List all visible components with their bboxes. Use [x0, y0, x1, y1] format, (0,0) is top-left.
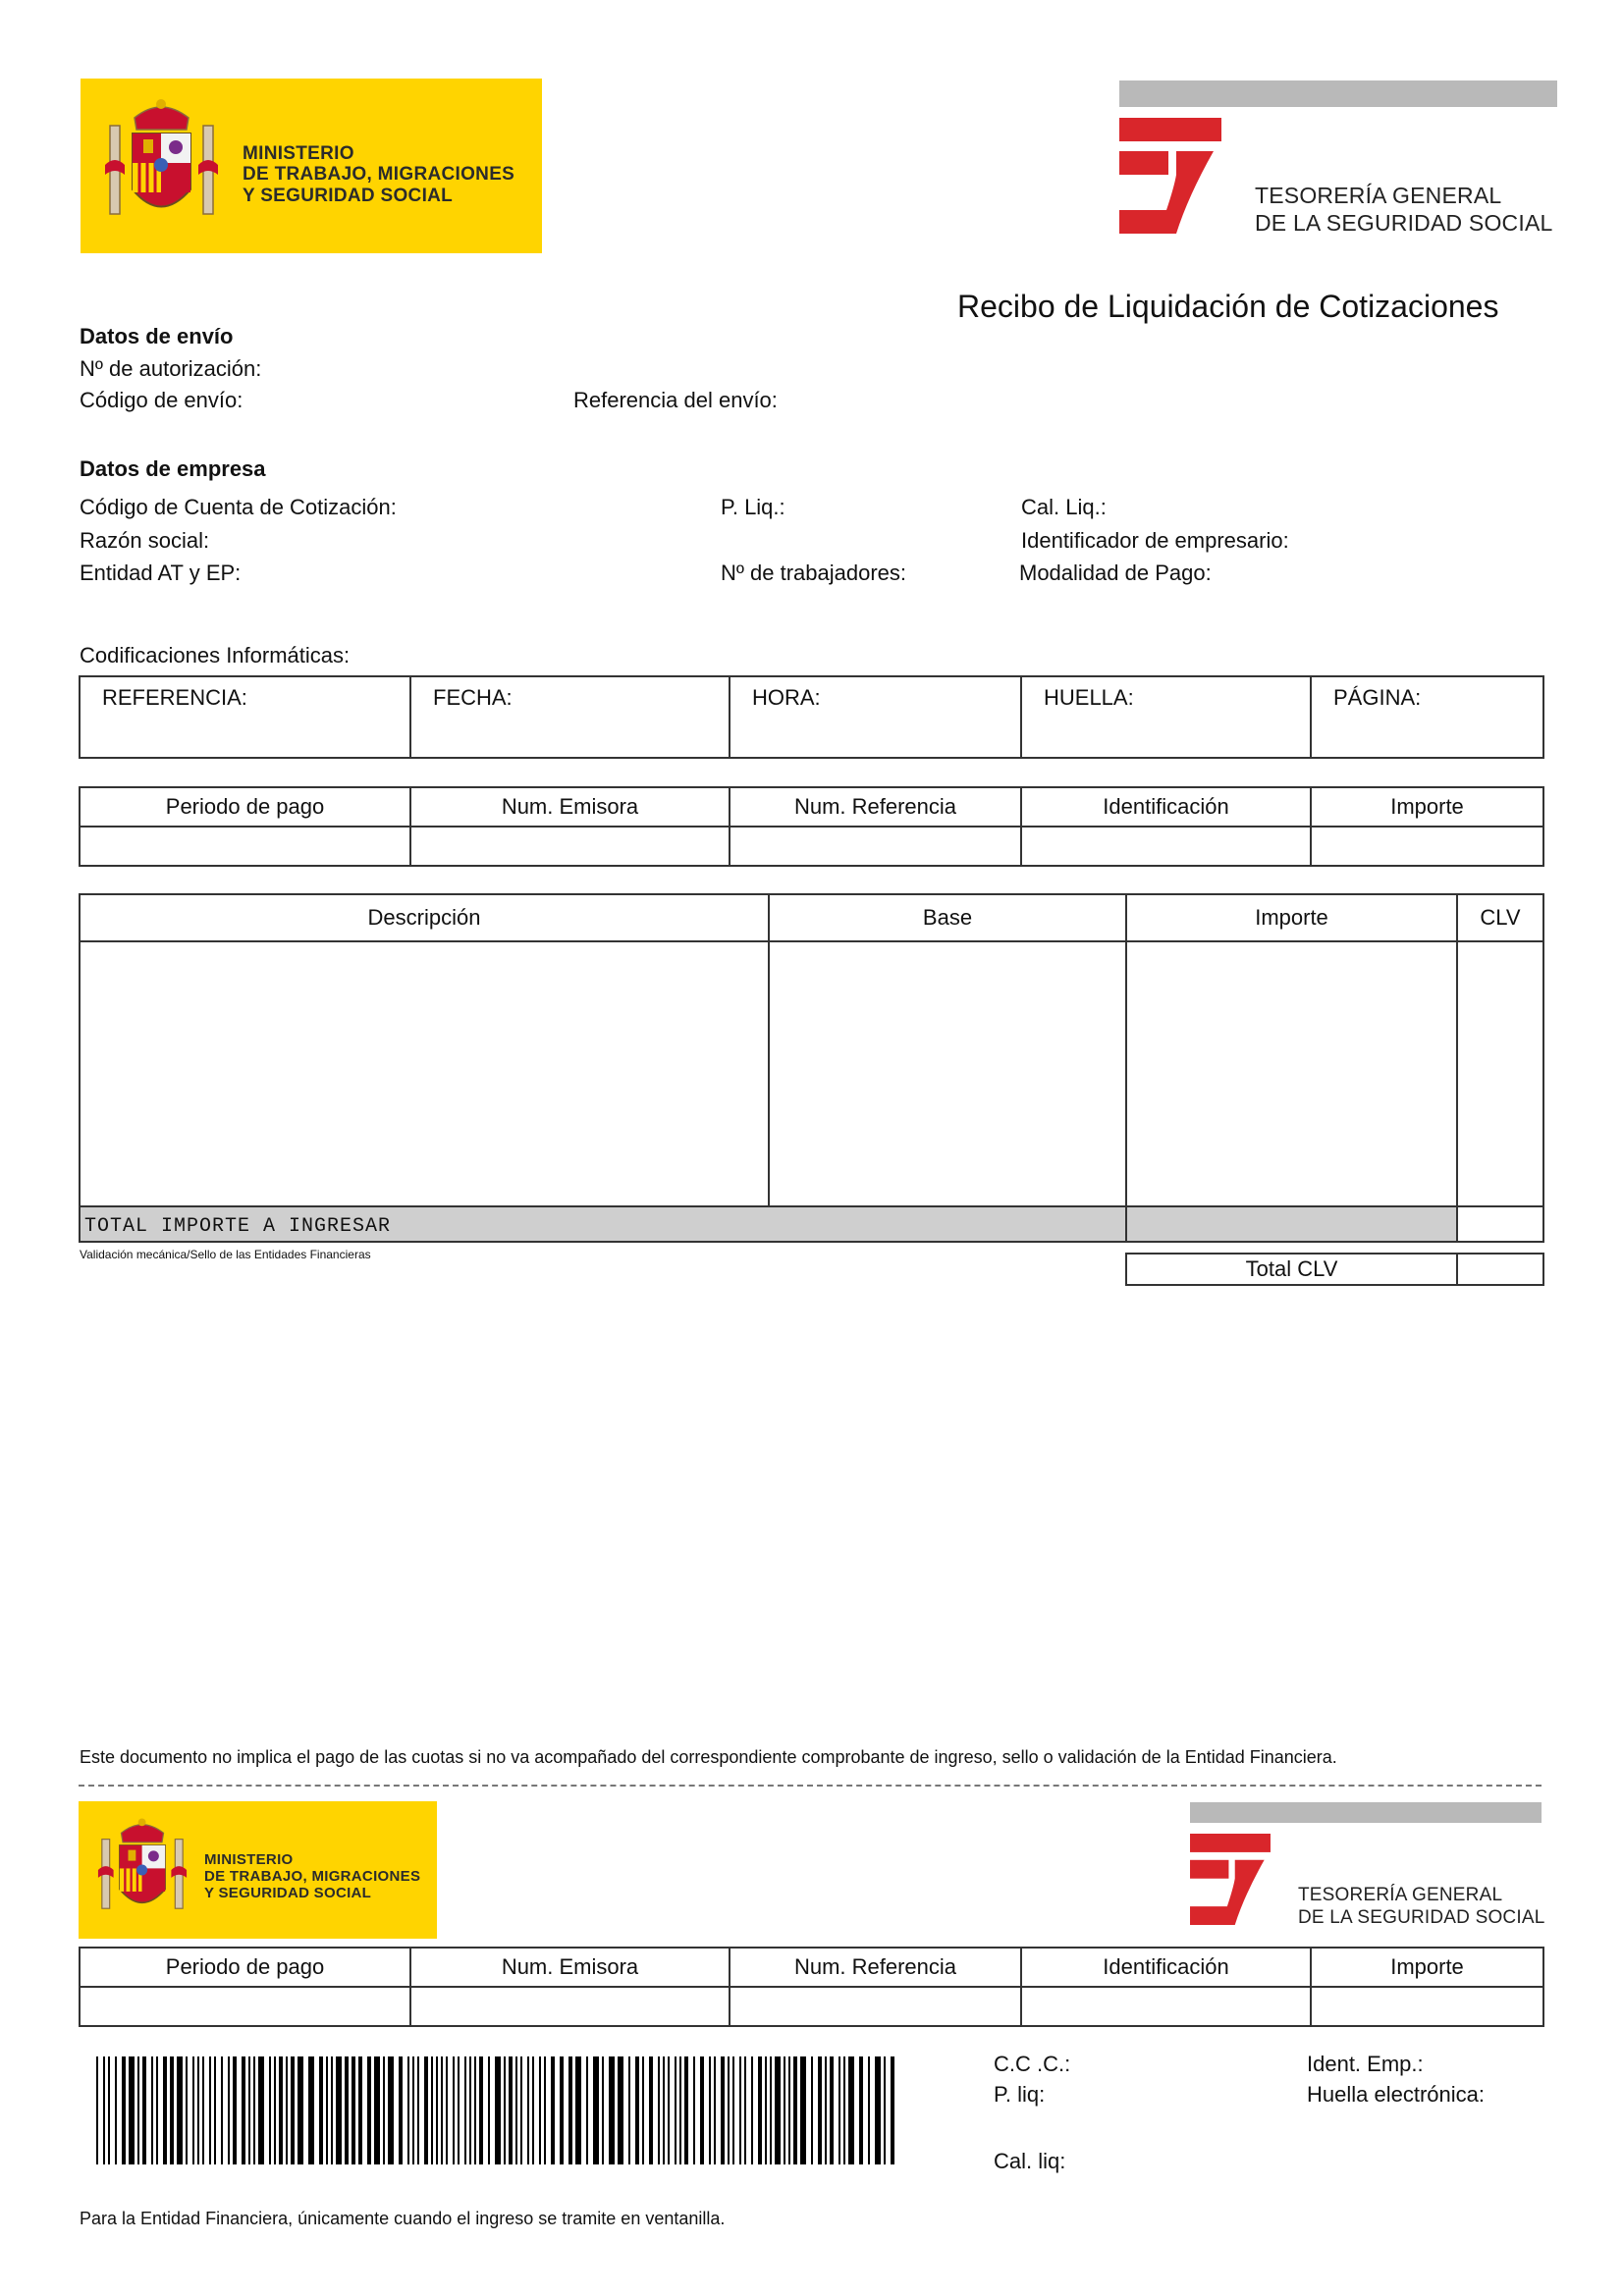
ministry-logo-bottom: [79, 1801, 437, 1939]
desc-header-clv: CLV: [1457, 894, 1543, 941]
pago-cell: [1311, 827, 1543, 866]
total-clv-cell: [1457, 1206, 1543, 1242]
referencia-envio-label: Referencia del envío:: [573, 388, 778, 412]
bottom-pliq-label: P. liq:: [994, 2082, 1046, 2107]
total-clv-label: Total CLV: [1126, 1254, 1457, 1285]
validacion-label: Validación mecánica/Sello de las Entidades Financieras: [80, 1248, 371, 1261]
codigo-envio-label: Código de envío:: [80, 388, 243, 412]
pago-header-referencia: Num. Referencia: [730, 787, 1021, 827]
codificaciones-table: [79, 675, 1544, 759]
barcode-icon: [96, 2056, 903, 2164]
tgss-line-1: TESORERÍA GENERAL: [1298, 1885, 1503, 1905]
footer-note: Para la Entidad Financiera, únicamente cuando el ingreso se tramite en ventanilla.: [80, 2209, 726, 2228]
ccc-label: Código de Cuenta de Cotización:: [80, 495, 397, 519]
pago-header-emisora: Num. Emisora: [410, 787, 730, 827]
coat-of-arms-icon: [94, 1815, 190, 1925]
pago-header-importe: Importe: [1311, 1948, 1543, 1987]
tgss-logo-icon: [1190, 1834, 1271, 1925]
identificador-label: Identificador de empresario:: [1021, 528, 1289, 553]
pago-cell: [1021, 1987, 1311, 2026]
desc-body-cell: [1126, 941, 1457, 1206]
ministry-line-2: DE TRABAJO, MIGRACIONES: [243, 164, 515, 186]
pago-header-referencia: Num. Referencia: [730, 1948, 1021, 1987]
pago-header-importe: Importe: [1311, 787, 1543, 827]
ministry-line-3: Y SEGURIDAD SOCIAL: [204, 1884, 372, 1901]
desc-header-base: Base: [769, 894, 1126, 941]
bottom-calliq-label: Cal. liq:: [994, 2149, 1066, 2173]
pago-header-emisora: Num. Emisora: [410, 1948, 730, 1987]
disclaimer-text: Este documento no implica el pago de las cuotas si no va acompañado del correspondiente comprobante de ingreso, sello o validación de la Entidad Financiera.: [80, 1747, 1337, 1767]
desc-body-cell: [769, 941, 1126, 1206]
pago-header-identificacion: Identificación: [1021, 1948, 1311, 1987]
pago-cell: [410, 827, 730, 866]
bottom-identemp-label: Ident. Emp.:: [1307, 2052, 1424, 2076]
total-clv-value: [1457, 1254, 1543, 1285]
tgss-logo-icon: [1119, 118, 1221, 234]
trabajadores-label: Nº de trabajadores:: [721, 561, 907, 585]
modalidad-label: Modalidad de Pago:: [1019, 561, 1212, 585]
total-clv-table: [1125, 1253, 1544, 1286]
pago-cell: [80, 827, 410, 866]
pago-cell: [730, 827, 1021, 866]
pago-header-periodo: Periodo de pago: [80, 1948, 410, 1987]
pago-table-bottom: [79, 1947, 1544, 2027]
entidad-label: Entidad AT y EP:: [80, 561, 242, 585]
codif-huella: HUELLA:: [1021, 676, 1311, 758]
tgss-line-1: TESORERÍA GENERAL: [1255, 183, 1502, 208]
codif-pagina: PÁGINA:: [1311, 676, 1543, 758]
calliq-label: Cal. Liq.:: [1021, 495, 1107, 519]
pago-header-identificacion: Identificación: [1021, 787, 1311, 827]
ministry-line-1: MINISTERIO: [243, 143, 354, 164]
ministry-line-3: Y SEGURIDAD SOCIAL: [243, 185, 454, 206]
pago-header-periodo: Periodo de pago: [80, 787, 410, 827]
pago-cell: [1311, 1987, 1543, 2026]
empresa-heading: Datos de empresa: [80, 456, 266, 481]
coat-of-arms-icon: [100, 96, 223, 234]
tgss-gray-bar: [1119, 80, 1557, 107]
codificaciones-heading: Codificaciones Informáticas:: [80, 643, 351, 667]
desc-body-cell: [80, 941, 769, 1206]
razon-social-label: Razón social:: [80, 528, 210, 553]
codif-fecha: FECHA:: [410, 676, 730, 758]
total-importe-text: TOTAL IMPORTE A INGRESAR: [84, 1214, 392, 1238]
codif-hora: HORA:: [730, 676, 1021, 758]
pago-cell: [80, 1987, 410, 2026]
desc-body-cell: [1457, 941, 1543, 1206]
tgss-line-2: DE LA SEGURIDAD SOCIAL: [1255, 209, 1553, 236]
document-title: Recibo de Liquidación de Cotizaciones: [957, 289, 1499, 324]
bottom-huella-label: Huella electrónica:: [1307, 2082, 1485, 2107]
pago-cell: [410, 1987, 730, 2026]
codif-referencia: REFERENCIA:: [80, 676, 410, 758]
tgss-gray-bar: [1190, 1802, 1542, 1823]
desc-header-importe: Importe: [1126, 894, 1457, 941]
cut-line: [79, 1785, 1542, 1787]
pliq-label: P. Liq.:: [721, 495, 785, 519]
envio-heading: Datos de envío: [80, 324, 234, 348]
autorizacion-label: Nº de autorización:: [80, 356, 262, 381]
bottom-cc-label: C.C .C.:: [994, 2052, 1071, 2076]
total-importe-value: [1126, 1206, 1457, 1242]
ministry-line-2: DE TRABAJO, MIGRACIONES: [204, 1867, 421, 1885]
ministry-line-1: MINISTERIO: [204, 1851, 294, 1868]
descripcion-table: [79, 893, 1544, 1243]
pago-table: [79, 786, 1544, 867]
pago-cell: [730, 1987, 1021, 2026]
ministry-logo: [81, 79, 542, 253]
desc-header-descripcion: Descripción: [80, 894, 769, 941]
tgss-line-2: DE LA SEGURIDAD SOCIAL: [1298, 1906, 1545, 1928]
total-importe-label: [80, 1206, 1126, 1242]
pago-cell: [1021, 827, 1311, 866]
